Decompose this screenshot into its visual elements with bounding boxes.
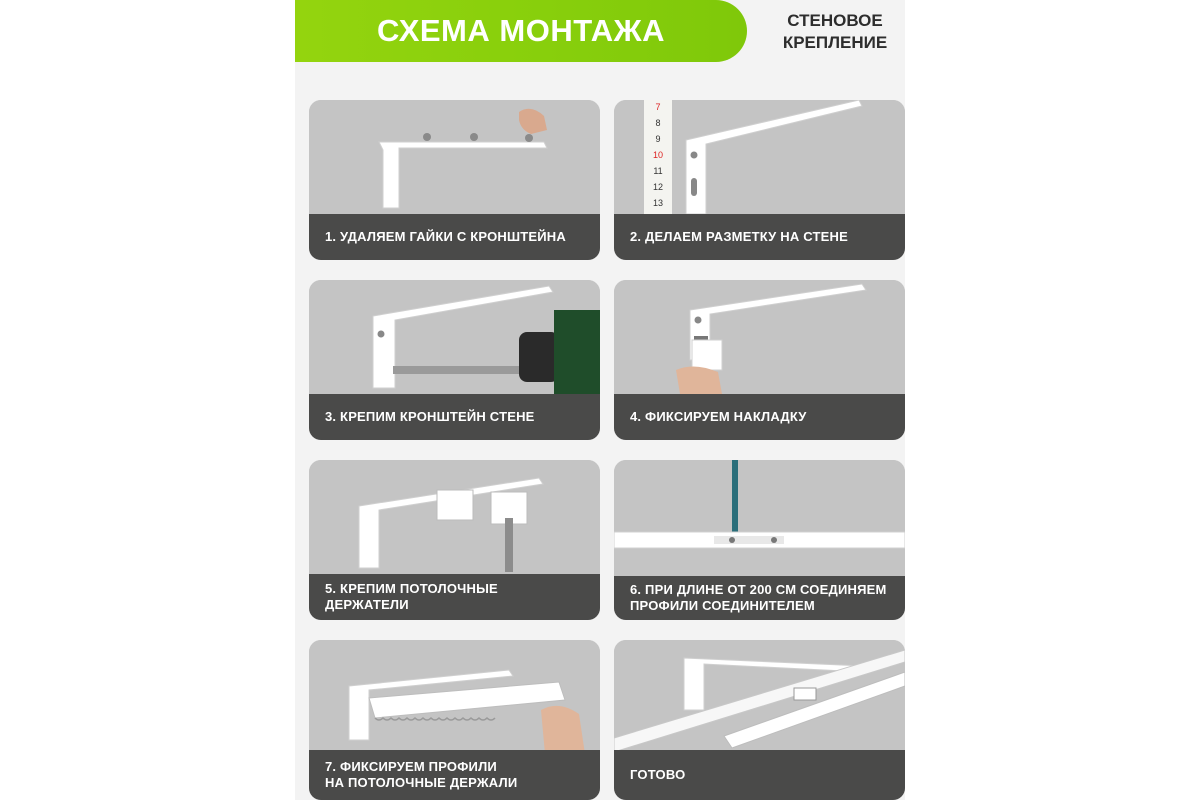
finished-rail-photo (614, 640, 905, 754)
step-card-6 (614, 460, 905, 620)
ceiling-holders-photo (309, 460, 600, 574)
step-caption: 5. КРЕПИМ ПОТОЛОЧНЫЕ ДЕРЖАТЕЛИ (309, 574, 600, 620)
step-card-8 (614, 640, 905, 800)
step-card-3 (309, 280, 600, 440)
tape-number: 11 (653, 166, 663, 176)
profile-fixing-photo (309, 640, 600, 754)
subtitle (760, 10, 910, 54)
profile-connector-photo (614, 460, 905, 578)
step-caption: 4. ФИКСИРУЕМ НАКЛАДКУ (614, 394, 905, 440)
step-card-1 (309, 100, 600, 260)
tape-number: 7 (655, 102, 661, 112)
step-caption: 1. УДАЛЯЕМ ГАЙКИ С КРОНШТЕЙНА (309, 214, 600, 260)
step-caption: 2. ДЕЛАЕМ РАЗМЕТКУ НА СТЕНЕ (614, 214, 905, 260)
wall-marking-tape-photo (614, 100, 905, 214)
step-card-5 (309, 460, 600, 620)
step-caption-line-2: ПРОФИЛИ СОЕДИНИТЕЛЕМ (630, 598, 815, 613)
title-banner (295, 0, 747, 62)
tape-number: 9 (655, 134, 661, 144)
drill-mounting-photo (309, 280, 600, 394)
tape-number: 8 (655, 118, 661, 128)
step-card-7 (309, 640, 600, 800)
tape-number: 13 (652, 198, 664, 208)
step-caption: ГОТОВО (614, 750, 905, 800)
step-caption (614, 576, 905, 620)
step-caption: 3. КРЕПИМ КРОНШТЕЙН СТЕНЕ (309, 394, 600, 440)
cover-plate-photo (614, 280, 905, 394)
subtitle-line-2: КРЕПЛЕНИЕ (782, 33, 888, 52)
tape-number: 12 (652, 182, 664, 192)
step-caption-line-1: 6. ПРИ ДЛИНЕ ОТ 200 СМ СОЕДИНЯЕМ (630, 582, 887, 597)
step-card-2 (614, 100, 905, 260)
subtitle-line-1: СТЕНОВОЕ (787, 11, 883, 30)
step-card-4 (614, 280, 905, 440)
step-caption-line-2: НА ПОТОЛОЧНЫЕ ДЕРЖАЛИ (325, 775, 518, 790)
page-title: СХЕМА МОНТАЖА (377, 13, 665, 48)
tape-number: 10 (652, 150, 664, 160)
step-caption-line-1: 7. ФИКСИРУЕМ ПРОФИЛИ (325, 759, 497, 774)
step-caption (309, 750, 600, 800)
bracket-nut-removal-photo (309, 100, 600, 214)
